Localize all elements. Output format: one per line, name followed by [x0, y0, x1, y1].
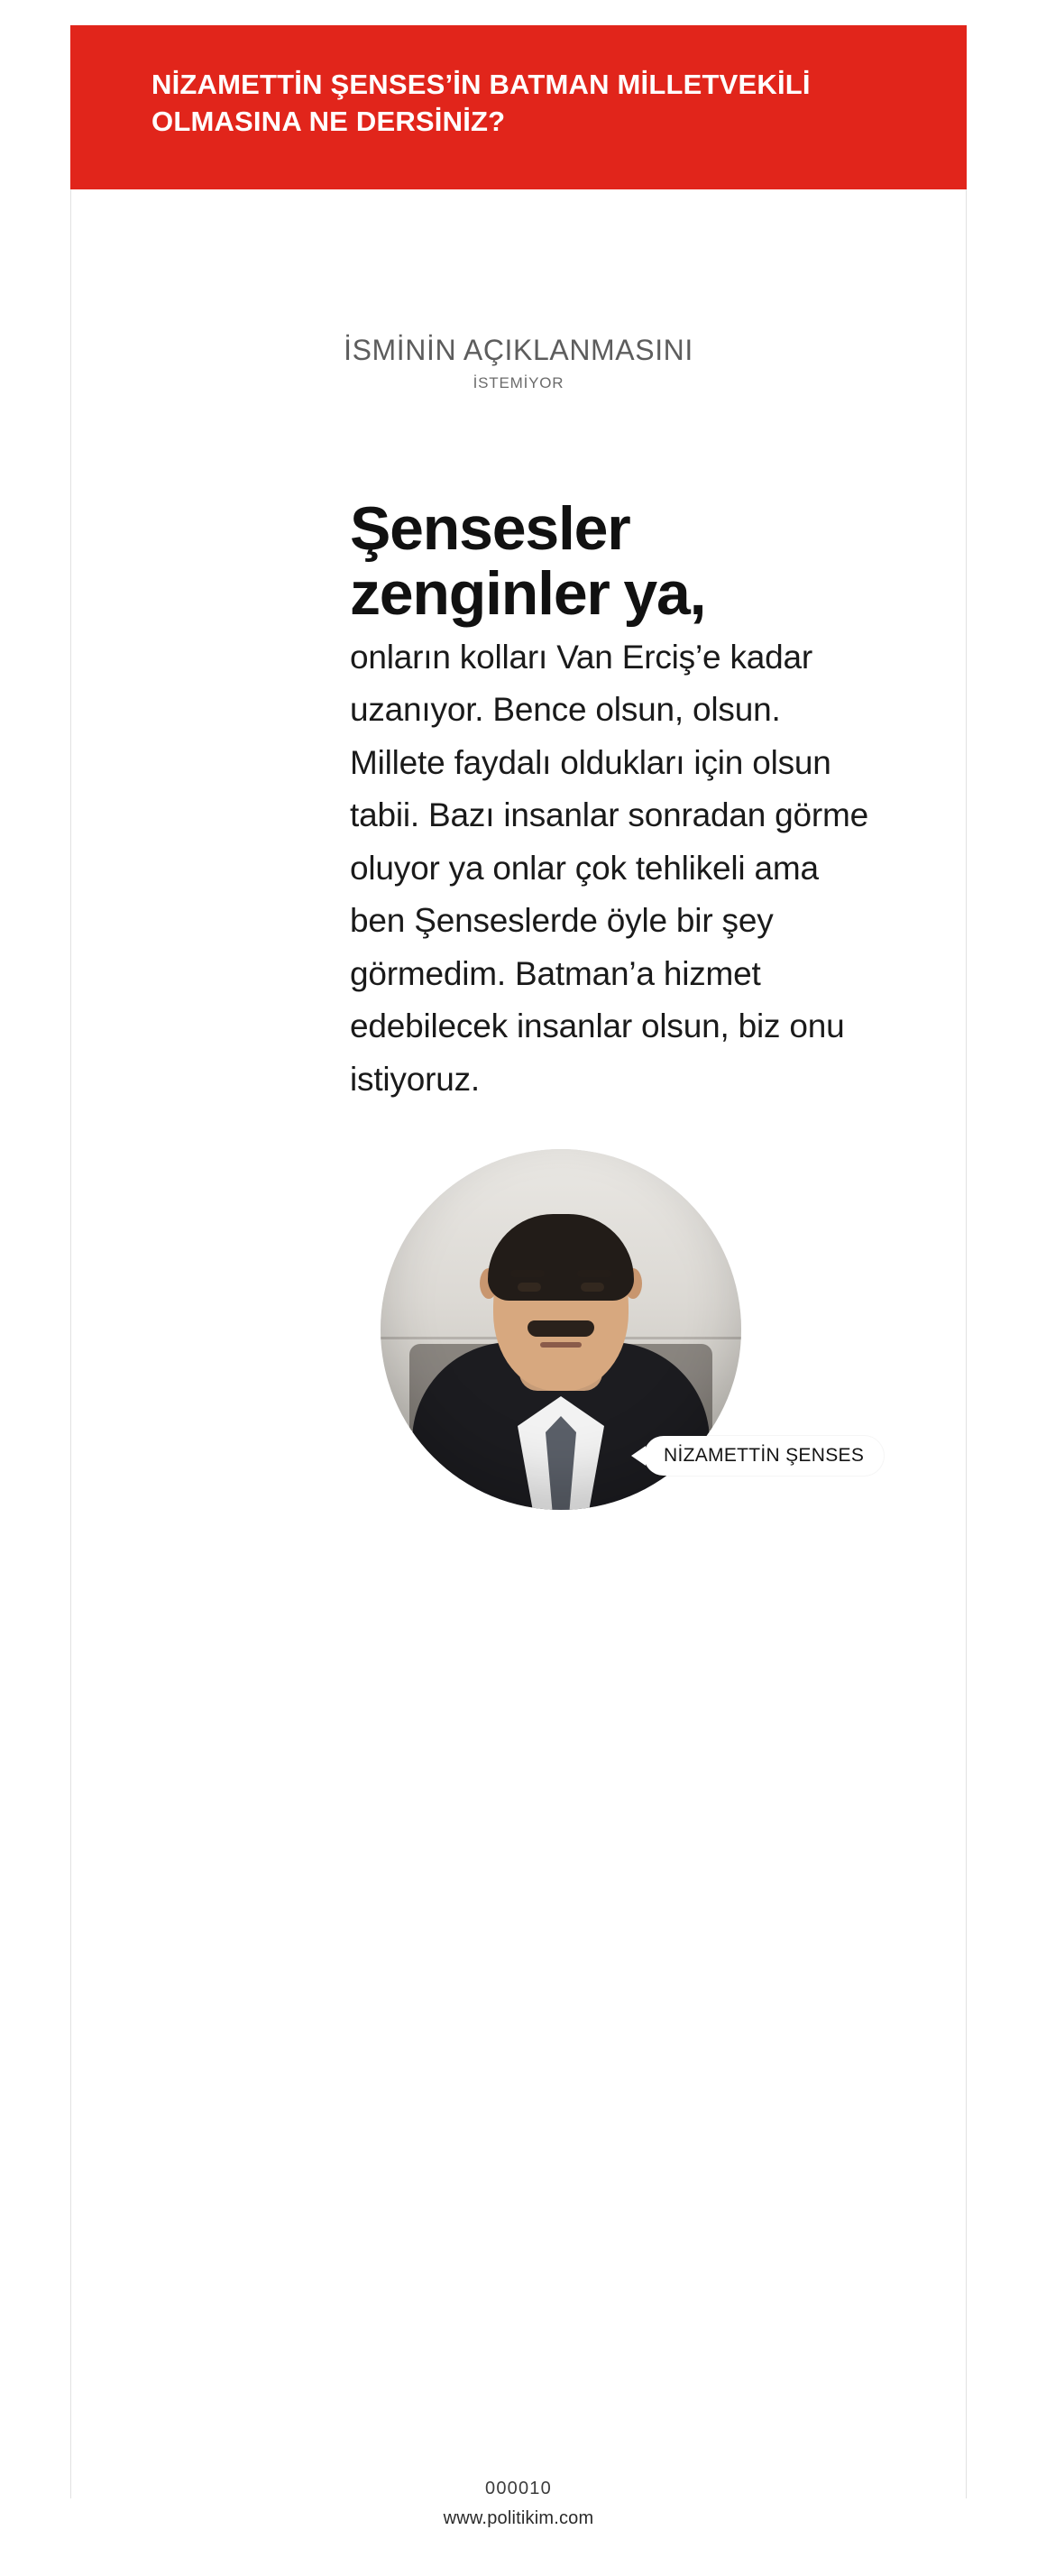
pull-quote-lead: Şensesler zenginler ya,	[350, 493, 706, 628]
pull-quote-body: onların kolları Van Erciş’e kadar uzanıyor. Bence olsun, olsun. Millete faydalı oldukları için olsun tabii. Bazı insanlar sonradan görme oluyor ya onlar çok tehlikeli ama ben Şenseslerde öyle bir şey görmedim. Batman’a hizmet edebilecek insanlar olsun, biz onu istiyoruz.	[350, 638, 869, 1098]
article-body	[70, 189, 967, 1510]
footer-code: 000010	[485, 2479, 552, 2498]
banner-title: NİZAMETTİN ŞENSES’İN BATMAN MİLLETVEKİLİ OLMASINA NE DERSİNİZ?	[151, 69, 811, 137]
kicker-block	[70, 334, 967, 392]
footer-url: www.politikim.com	[443, 2508, 594, 2528]
name-callout	[644, 1436, 884, 1476]
page-footer	[0, 2479, 1037, 2529]
kicker-line-1: İSMİNİN AÇIKLANMASINI	[344, 334, 693, 366]
kicker-line-2: İSTEMİYOR	[473, 373, 564, 391]
headline-banner	[70, 25, 967, 189]
name-callout-label: NİZAMETTİN ŞENSES	[664, 1445, 865, 1467]
portrait-block	[70, 1149, 967, 1510]
pull-quote	[70, 493, 967, 1106]
